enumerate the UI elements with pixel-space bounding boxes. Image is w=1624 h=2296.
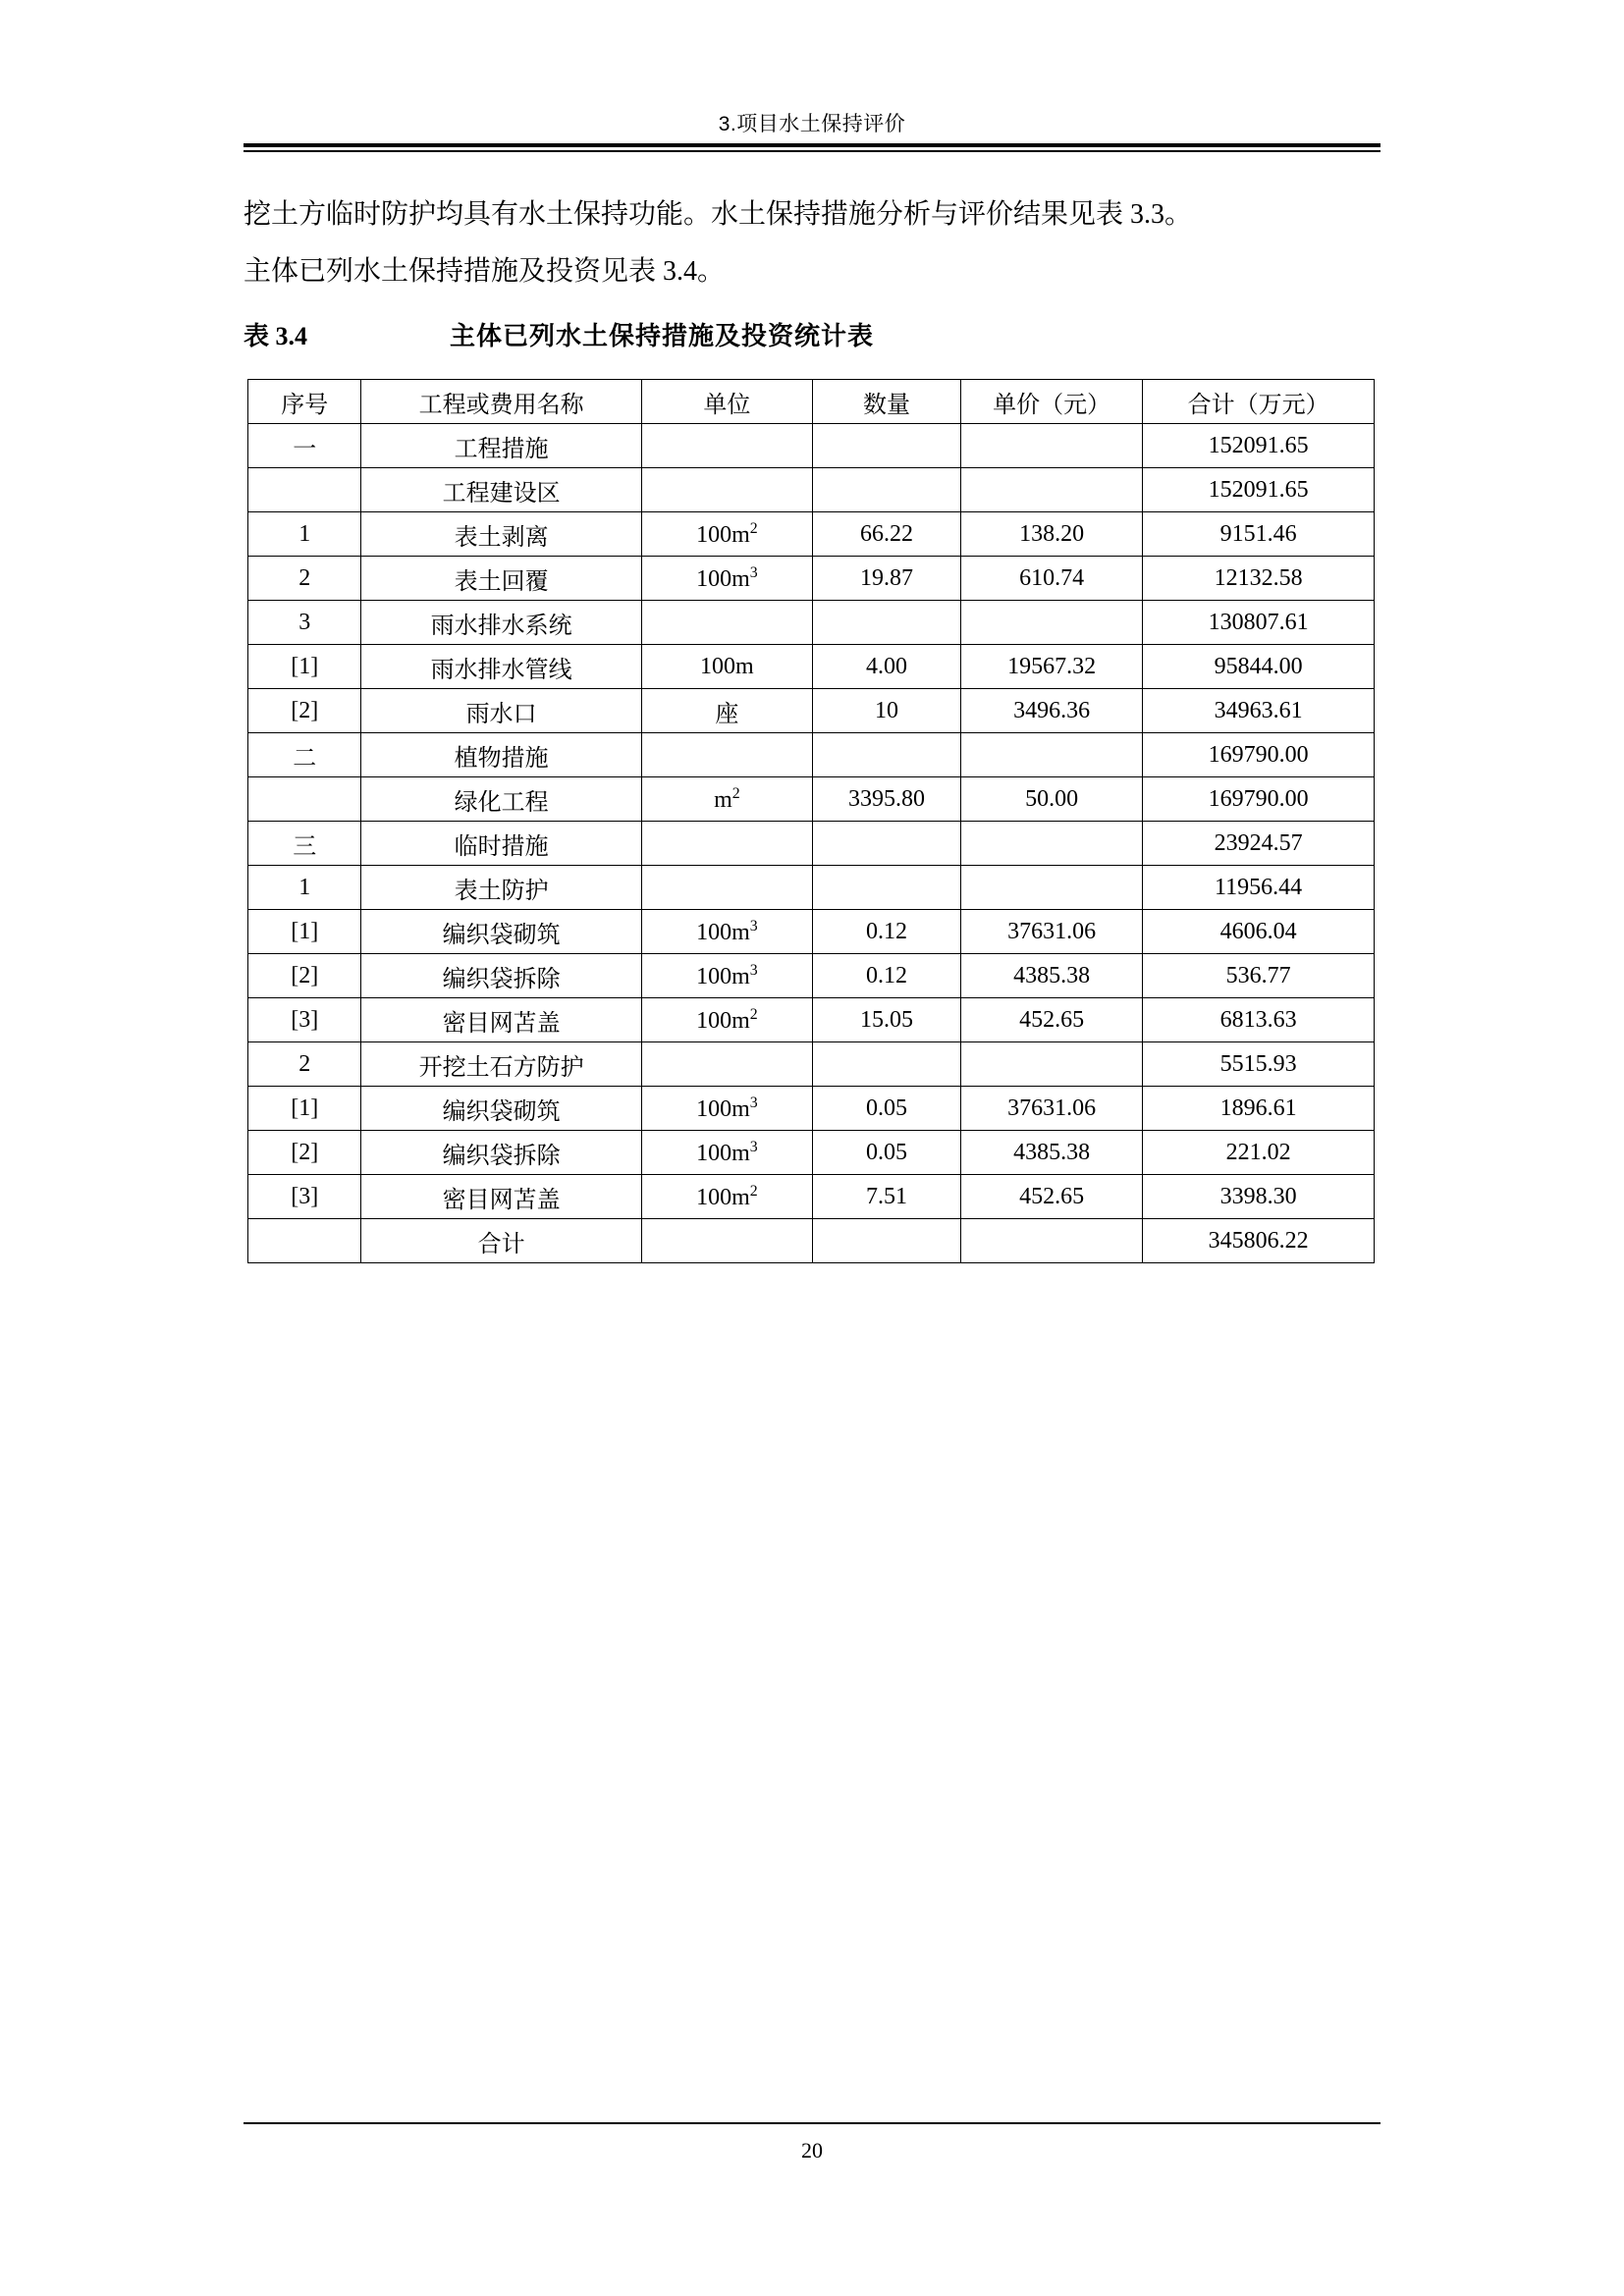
- cell-quantity: [812, 733, 960, 777]
- cell-quantity: [812, 1219, 960, 1263]
- column-header-unit: 单位: [641, 380, 812, 424]
- measures-investment-table: [247, 379, 1375, 1263]
- cell-quantity: 0.05: [812, 1087, 960, 1131]
- header-rule-thin: [244, 150, 1380, 152]
- table-row: [248, 733, 1375, 777]
- cell-total: 6813.63: [1143, 998, 1375, 1042]
- cell-seq: [2]: [248, 689, 361, 733]
- cell-seq: 2: [248, 1042, 361, 1087]
- cell-unit-price: 37631.06: [961, 1087, 1143, 1131]
- cell-unit-price: [961, 1219, 1143, 1263]
- cell-seq: 3: [248, 601, 361, 645]
- cell-unit-price: [961, 822, 1143, 866]
- cell-total: 34963.61: [1143, 689, 1375, 733]
- table-row: [248, 1087, 1375, 1131]
- cell-item-name: 密目网苫盖: [361, 998, 641, 1042]
- table-row: [248, 645, 1375, 689]
- cell-total: 3398.30: [1143, 1175, 1375, 1219]
- cell-unit: 座: [641, 689, 812, 733]
- cell-unit: [641, 1219, 812, 1263]
- cell-unit: $100m^3$: [641, 1087, 812, 1131]
- cell-seq: [248, 777, 361, 822]
- cell-unit: [641, 424, 812, 468]
- table-row: [248, 424, 1375, 468]
- cell-unit: [641, 1042, 812, 1087]
- cell-quantity: 7.51: [812, 1175, 960, 1219]
- cell-seq: [1]: [248, 645, 361, 689]
- cell-unit: $100m^2$: [641, 1175, 812, 1219]
- cell-total: 152091.65: [1143, 468, 1375, 512]
- cell-item-name: 绿化工程: [361, 777, 641, 822]
- cell-item-name: 雨水排水管线: [361, 645, 641, 689]
- table-row: [248, 601, 1375, 645]
- table-row: [248, 1219, 1375, 1263]
- cell-unit: $100m^3$: [641, 954, 812, 998]
- cell-seq: [248, 1219, 361, 1263]
- cell-unit: [641, 822, 812, 866]
- column-header-unit-price: 单价（元）: [961, 380, 1143, 424]
- table-row: [248, 822, 1375, 866]
- paragraph-1: 挖土方临时防护均具有水土保持功能。水土保持措施分析与评价结果见表 3.3。: [244, 199, 1193, 230]
- cell-item-name: 表土回覆: [361, 557, 641, 601]
- cell-unit-price: 138.20: [961, 512, 1143, 557]
- cell-quantity: 15.05: [812, 998, 960, 1042]
- cell-item-name: 表土剥离: [361, 512, 641, 557]
- cell-unit-price: [961, 424, 1143, 468]
- table-header-row: [248, 380, 1375, 424]
- cell-unit: $100m^3$: [641, 557, 812, 601]
- cell-total: 152091.65: [1143, 424, 1375, 468]
- body-text: [244, 187, 1382, 300]
- cell-unit: $100m^2$: [641, 998, 812, 1042]
- cell-quantity: 0.12: [812, 910, 960, 954]
- cell-unit: $100m^3$: [641, 1131, 812, 1175]
- cell-seq: 三: [248, 822, 361, 866]
- cell-unit: $100m^2$: [641, 512, 812, 557]
- column-header-quantity: 数量: [812, 380, 960, 424]
- cell-quantity: [812, 866, 960, 910]
- cell-quantity: [812, 424, 960, 468]
- column-header-total: 合计（万元）: [1143, 380, 1375, 424]
- cell-quantity: 0.12: [812, 954, 960, 998]
- cell-quantity: [812, 601, 960, 645]
- table-row: [248, 1042, 1375, 1087]
- cell-item-name: 植物措施: [361, 733, 641, 777]
- cell-unit: [641, 866, 812, 910]
- table-row: [248, 954, 1375, 998]
- cell-unit-price: 4385.38: [961, 954, 1143, 998]
- cell-unit-price: [961, 1042, 1143, 1087]
- cell-total: 11956.44: [1143, 866, 1375, 910]
- cell-unit-price: 4385.38: [961, 1131, 1143, 1175]
- cell-total: 536.77: [1143, 954, 1375, 998]
- cell-unit: [641, 733, 812, 777]
- table-caption-title: 主体已列水土保持措施及投资统计表: [450, 322, 875, 350]
- cell-total: 345806.22: [1143, 1219, 1375, 1263]
- cell-quantity: 4.00: [812, 645, 960, 689]
- cell-item-name: 密目网苫盖: [361, 1175, 641, 1219]
- cell-total: 9151.46: [1143, 512, 1375, 557]
- cell-item-name: 编织袋拆除: [361, 954, 641, 998]
- cell-unit: [641, 601, 812, 645]
- cell-seq: [1]: [248, 910, 361, 954]
- column-header-seq: 序号: [248, 380, 361, 424]
- cell-total: 23924.57: [1143, 822, 1375, 866]
- cell-unit-price: 19567.32: [961, 645, 1143, 689]
- cell-item-name: 编织袋砌筑: [361, 1087, 641, 1131]
- cell-total: 5515.93: [1143, 1042, 1375, 1087]
- cell-unit-price: [961, 468, 1143, 512]
- table-row: [248, 512, 1375, 557]
- cell-unit-price: 37631.06: [961, 910, 1143, 954]
- cell-seq: 二: [248, 733, 361, 777]
- cell-unit: $m^2$: [641, 777, 812, 822]
- cell-total: 4606.04: [1143, 910, 1375, 954]
- cell-quantity: [812, 468, 960, 512]
- cell-seq: 一: [248, 424, 361, 468]
- cell-seq: 2: [248, 557, 361, 601]
- table-row: [248, 1175, 1375, 1219]
- table-header: [248, 380, 1375, 424]
- cell-unit: $100m^3$: [641, 910, 812, 954]
- cell-unit-price: 50.00: [961, 777, 1143, 822]
- cell-total: 95844.00: [1143, 645, 1375, 689]
- cell-total: 1896.61: [1143, 1087, 1375, 1131]
- cell-item-name: 工程措施: [361, 424, 641, 468]
- header-rule-thick: [244, 143, 1380, 147]
- cell-seq: [2]: [248, 954, 361, 998]
- table-caption-label: 表 3.4: [244, 322, 308, 350]
- table-row: [248, 1131, 1375, 1175]
- cell-unit: 100m: [641, 645, 812, 689]
- cell-item-name: 雨水口: [361, 689, 641, 733]
- cell-quantity: 19.87: [812, 557, 960, 601]
- cell-seq: 1: [248, 866, 361, 910]
- running-header: 3.项目水土保持评价: [718, 113, 906, 135]
- table-row: [248, 866, 1375, 910]
- table-row: [248, 468, 1375, 512]
- cell-quantity: [812, 822, 960, 866]
- cell-item-name: 编织袋砌筑: [361, 910, 641, 954]
- cell-unit-price: [961, 601, 1143, 645]
- cell-seq: 1: [248, 512, 361, 557]
- table-body: [248, 424, 1375, 1263]
- cell-quantity: 3395.80: [812, 777, 960, 822]
- cell-item-name: 开挖土石方防护: [361, 1042, 641, 1087]
- cell-item-name: 雨水排水系统: [361, 601, 641, 645]
- cell-unit: [641, 468, 812, 512]
- column-header-item-name: 工程或费用名称: [361, 380, 641, 424]
- cell-item-name: 表土防护: [361, 866, 641, 910]
- footer-rule: [244, 2122, 1380, 2124]
- cell-item-name: 临时措施: [361, 822, 641, 866]
- cell-quantity: 10: [812, 689, 960, 733]
- cell-seq: [3]: [248, 998, 361, 1042]
- table-row: [248, 777, 1375, 822]
- table-row: [248, 998, 1375, 1042]
- cell-total: 169790.00: [1143, 733, 1375, 777]
- cell-unit-price: [961, 733, 1143, 777]
- cell-unit-price: 3496.36: [961, 689, 1143, 733]
- cell-unit-price: 452.65: [961, 1175, 1143, 1219]
- cell-seq: [248, 468, 361, 512]
- cell-quantity: 0.05: [812, 1131, 960, 1175]
- cell-item-name: 工程建设区: [361, 468, 641, 512]
- cell-total: 221.02: [1143, 1131, 1375, 1175]
- cell-seq: [3]: [248, 1175, 361, 1219]
- cell-total: 12132.58: [1143, 557, 1375, 601]
- cell-seq: [1]: [248, 1087, 361, 1131]
- paragraph-2: 主体已列水土保持措施及投资见表 3.4。: [244, 256, 726, 287]
- cell-item-name: 合计: [361, 1219, 641, 1263]
- cell-unit-price: 610.74: [961, 557, 1143, 601]
- table-caption: [244, 316, 1382, 352]
- table-row: [248, 557, 1375, 601]
- cell-item-name: 编织袋拆除: [361, 1131, 641, 1175]
- cell-unit-price: [961, 866, 1143, 910]
- cell-unit-price: 452.65: [961, 998, 1143, 1042]
- page-number: 20: [801, 2138, 823, 2163]
- cell-quantity: [812, 1042, 960, 1087]
- cell-seq: [2]: [248, 1131, 361, 1175]
- table-row: [248, 910, 1375, 954]
- cell-total: 169790.00: [1143, 777, 1375, 822]
- table-row: [248, 689, 1375, 733]
- cell-quantity: 66.22: [812, 512, 960, 557]
- cell-total: 130807.61: [1143, 601, 1375, 645]
